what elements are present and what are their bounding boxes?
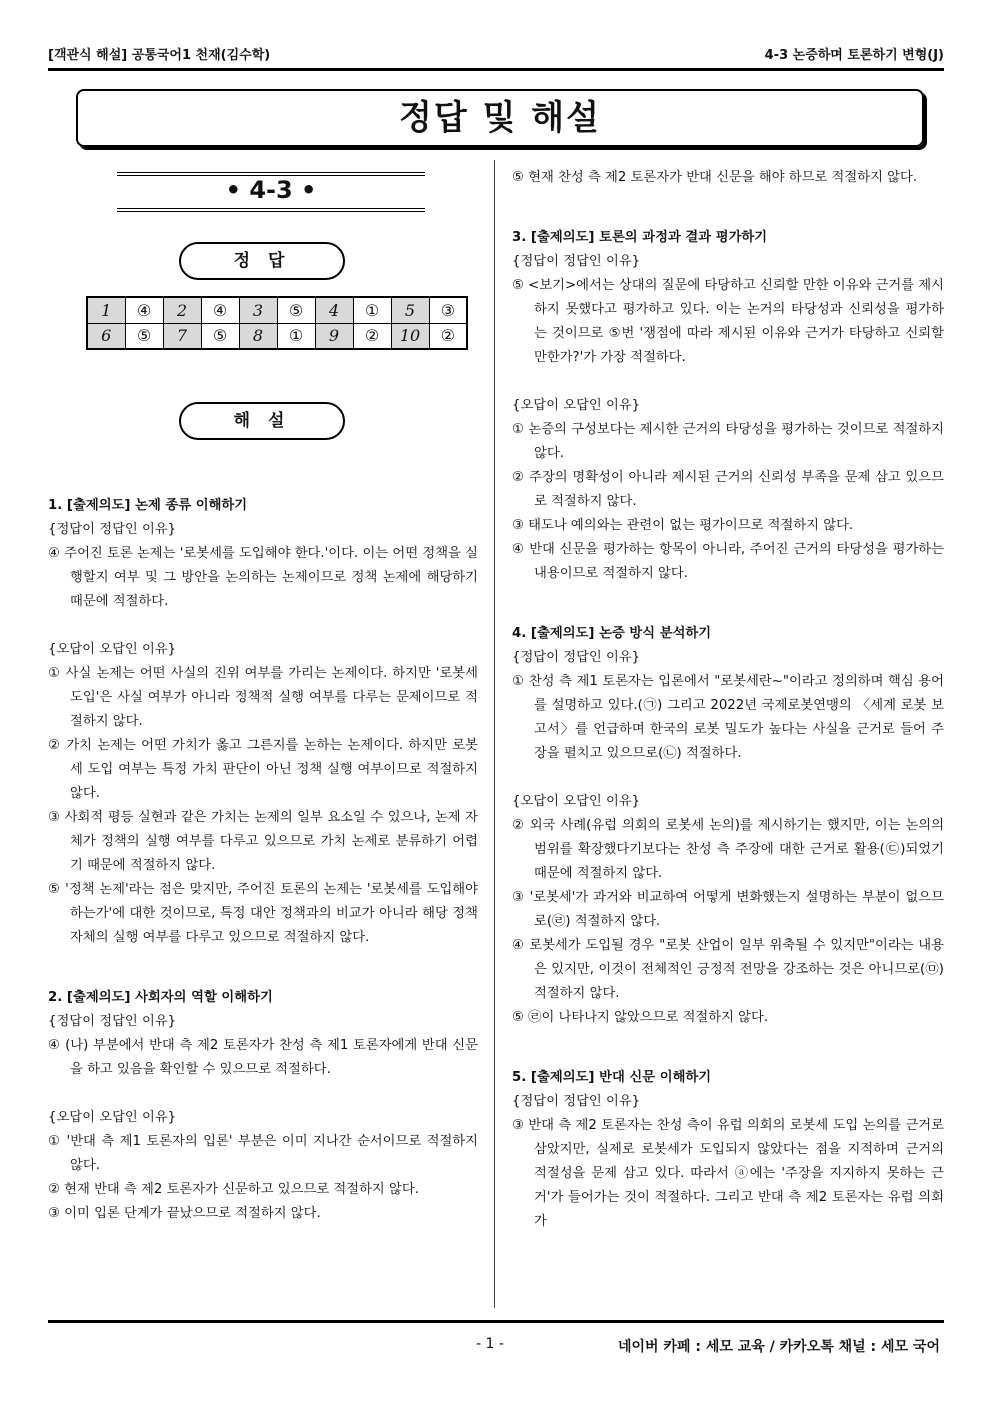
answer-cell: ⑤ — [125, 323, 163, 349]
footer-credit: 네이버 카페 : 세모 교육 / 카카오톡 채널 : 세모 국어 — [617, 1339, 940, 1355]
explanation-item: ① 사실 논제는 어떤 사실의 진위 여부를 가리는 논제이다. 하지만 '로봇세 도입'은 사실 여부가 아니라 정책적 실행 여부를 다루는 문제이므로 적절하지 않다. — [48, 666, 478, 729]
explanation-item: ③ 반대 측 제2 토론자는 찬성 측이 유럽 의회의 로봇세 도입 논의를 근거로 삼았지만, 실제로 로봇세가 도입되지 않았다는 점을 지적하며 근거의 적절성을 문제 삼고 있다. 따라서 ⓐ에는 '주장을 지지하지 못하는 근거'가 들어가는 것이 적절하다. 그리고 반대 측 제2 토론자는 유럽 의회가 — [512, 1118, 944, 1229]
explanation-item: ② 외국 사례(유럽 의회의 로봇세 논의)를 제시하기는 했지만, 이는 논의의 범위를 확장했다기보다는 찬성 측 주장에 대한 근거로 활용(㉢)되었기 때문에 적절하지 않다. — [512, 818, 944, 881]
explanation-item: ④ 로봇세가 도입될 경우 "로봇 산업이 일부 위축될 수 있지만"이라는 내용은 있지만, 이것이 전체적인 긍정적 전망을 강조하는 것은 아니므로(㉤) 적절하지 않다. — [512, 938, 944, 1001]
header-rule — [48, 68, 944, 71]
question-number: 5 — [391, 297, 429, 323]
question-4-title: 4. [출제의도] 논증 방식 분석하기 — [512, 626, 712, 641]
footer-rule — [48, 1320, 944, 1323]
explanation-item: ⑤ 현재 찬성 측 제2 토론자가 반대 신문을 해야 하므로 적절하지 않다. — [512, 170, 918, 185]
question-number: 10 — [391, 323, 429, 349]
page-title: 정답 및 해설 — [76, 89, 924, 147]
question-number: 9 — [315, 323, 353, 349]
explanation-item: ③ 태도나 예의와는 관련이 없는 평가이므로 적절하지 않다. — [512, 518, 854, 533]
explanation-item: ⑤ <보기>에서는 상대의 질문에 타당하고 신뢰할 만한 이유와 근거를 제시하지 못했다고 평가하고 있다. 이는 논거의 타당성과 신뢰성을 평가하는 것이므로 ⑤번 '쟁점에 따라 제시된 이유와 근거가 타당하고 신뢰할 만한가?'가 가장 적절하다. — [512, 278, 944, 365]
explanation-item: ③ 이미 입론 단계가 끝났으므로 적절하지 않다. — [48, 1206, 321, 1221]
answer-cell: ⑤ — [201, 323, 239, 349]
correct-reason-label: {정답이 정답인 이유} — [48, 522, 177, 537]
explanation-item: ③ '로봇세'가 과거와 비교하여 어떻게 변화했는지 설명하는 부분이 없으므로(㉣) 적절하지 않다. — [512, 890, 944, 929]
answer-cell: ④ — [201, 297, 239, 323]
explanation-item: ② 주장의 명확성이 아니라 제시된 근거의 신뢰성 부족을 문제 삼고 있으므로 적절하지 않다. — [512, 470, 944, 509]
question-number: 8 — [239, 323, 277, 349]
section-title: • 4-3 • — [225, 176, 317, 204]
page-header — [48, 44, 944, 66]
answer-cell: ① — [353, 297, 391, 323]
explanation-item: ② 가치 논제는 어떤 가치가 옳고 그른지를 논하는 논제이다. 하지만 로봇세 도입 여부는 특정 가치 판단이 아닌 정책 실행 여부이므로 적절하지 않다. — [48, 738, 478, 801]
question-number: 7 — [163, 323, 201, 349]
section-label — [117, 172, 425, 214]
header-left: [객관식 해설] 공통국어1 천재(김수학) — [48, 48, 271, 63]
question-number: 4 — [315, 297, 353, 323]
section-bottom-rule — [117, 208, 425, 212]
answer-cell: ③ — [429, 297, 467, 323]
wrong-reason-label: {오답이 오답인 이유} — [48, 1110, 177, 1125]
answer-row — [87, 323, 467, 349]
question-5-title: 5. [출제의도] 반대 신문 이해하기 — [512, 1070, 712, 1085]
explanation-item: ④ (나) 부분에서 반대 측 제2 토론자가 찬성 측 제1 토론자에게 반대 신문을 하고 있음을 확인할 수 있으므로 적절하다. — [48, 1038, 478, 1077]
header-right: 4-3 논증하며 토론하기 변형(J) — [764, 48, 944, 63]
answer-cell: ② — [353, 323, 391, 349]
explanation-item: ② 현재 반대 측 제2 토론자가 신문하고 있으므로 적절하지 않다. — [48, 1182, 419, 1197]
explanation-item: ① 논증의 구성보다는 제시한 근거의 타당성을 평가하는 것이므로 적절하지 않다. — [512, 422, 944, 461]
correct-reason-label: {정답이 정답인 이유} — [48, 1014, 177, 1029]
page-number: - 1 - — [476, 1336, 504, 1352]
question-number: 2 — [163, 297, 201, 323]
answer-cell: ② — [429, 323, 467, 349]
question-number: 3 — [239, 297, 277, 323]
right-column — [512, 166, 944, 1234]
question-1-title: 1. [출제의도] 논제 종류 이해하기 — [48, 498, 248, 513]
left-column — [48, 494, 478, 1226]
explanation-item: ③ 사회적 평등 실현과 같은 가치는 논제의 일부 요소일 수 있으나, 논제 자체가 정책의 실행 여부를 다루고 있으므로 가치 논제로 분류하기 어렵기 때문에 적절하지 않다. — [48, 810, 478, 873]
explanation-item: ⑤ '정책 논제'라는 점은 맞지만, 주어진 토론의 논제는 '로봇세를 도입해야 하는가'에 대한 것이므로, 특정 대안 정책과의 비교가 아니라 해당 정책 자체의 실행 여부를 다루고 있으므로 적절하지 않다. — [48, 882, 478, 945]
answer-cell: ① — [277, 323, 315, 349]
answer-table — [86, 296, 468, 350]
explanation-item: ④ 반대 신문을 평가하는 항목이 아니라, 주어진 근거의 타당성을 평가하는 내용이므로 적절하지 않다. — [512, 542, 944, 581]
answer-cell: ④ — [125, 297, 163, 323]
explanation-item: ① '반대 측 제1 토론자의 입론' 부분은 이미 지나간 순서이므로 적절하지 않다. — [48, 1134, 478, 1173]
explanation-item: ⑤ ㉣이 나타나지 않았으므로 적절하지 않다. — [512, 1010, 769, 1025]
correct-reason-label: {정답이 정답인 이유} — [512, 1094, 641, 1109]
explanation-heading: 해 설 — [179, 402, 345, 440]
correct-reason-label: {정답이 정답인 이유} — [512, 254, 641, 269]
column-divider — [494, 160, 495, 1308]
explanation-item: ④ 주어진 토론 논제는 '로봇세를 도입해야 한다.'이다. 이는 어떤 정책을 실행할지 여부 및 그 방안을 논의하는 논제이므로 정책 논제에 해당하기 때문에 적절하다. — [48, 546, 478, 609]
answer-heading: 정 답 — [179, 242, 345, 280]
explanation-item: ① 찬성 측 제1 토론자는 입론에서 "로봇세란~"이라고 정의하며 핵심 용어를 설명하고 있다.(㉠) 그리고 2022년 국제로봇연맹의 〈세계 로봇 보고서〉를 언급하며 한국의 로봇 밀도가 높다는 사실을 근거로 들어 주장을 펼치고 있으므로(㉡) 적절하다. — [512, 674, 944, 761]
wrong-reason-label: {오답이 오답인 이유} — [512, 794, 641, 809]
question-number: 6 — [87, 323, 125, 349]
correct-reason-label: {정답이 정답인 이유} — [512, 650, 641, 665]
question-number: 1 — [87, 297, 125, 323]
answer-row — [87, 297, 467, 323]
answer-cell: ⑤ — [277, 297, 315, 323]
question-2-title: 2. [출제의도] 사회자의 역할 이해하기 — [48, 990, 273, 1005]
wrong-reason-label: {오답이 오답인 이유} — [48, 642, 177, 657]
question-3-title: 3. [출제의도] 토론의 과정과 결과 평가하기 — [512, 230, 768, 245]
wrong-reason-label: {오답이 오답인 이유} — [512, 398, 641, 413]
